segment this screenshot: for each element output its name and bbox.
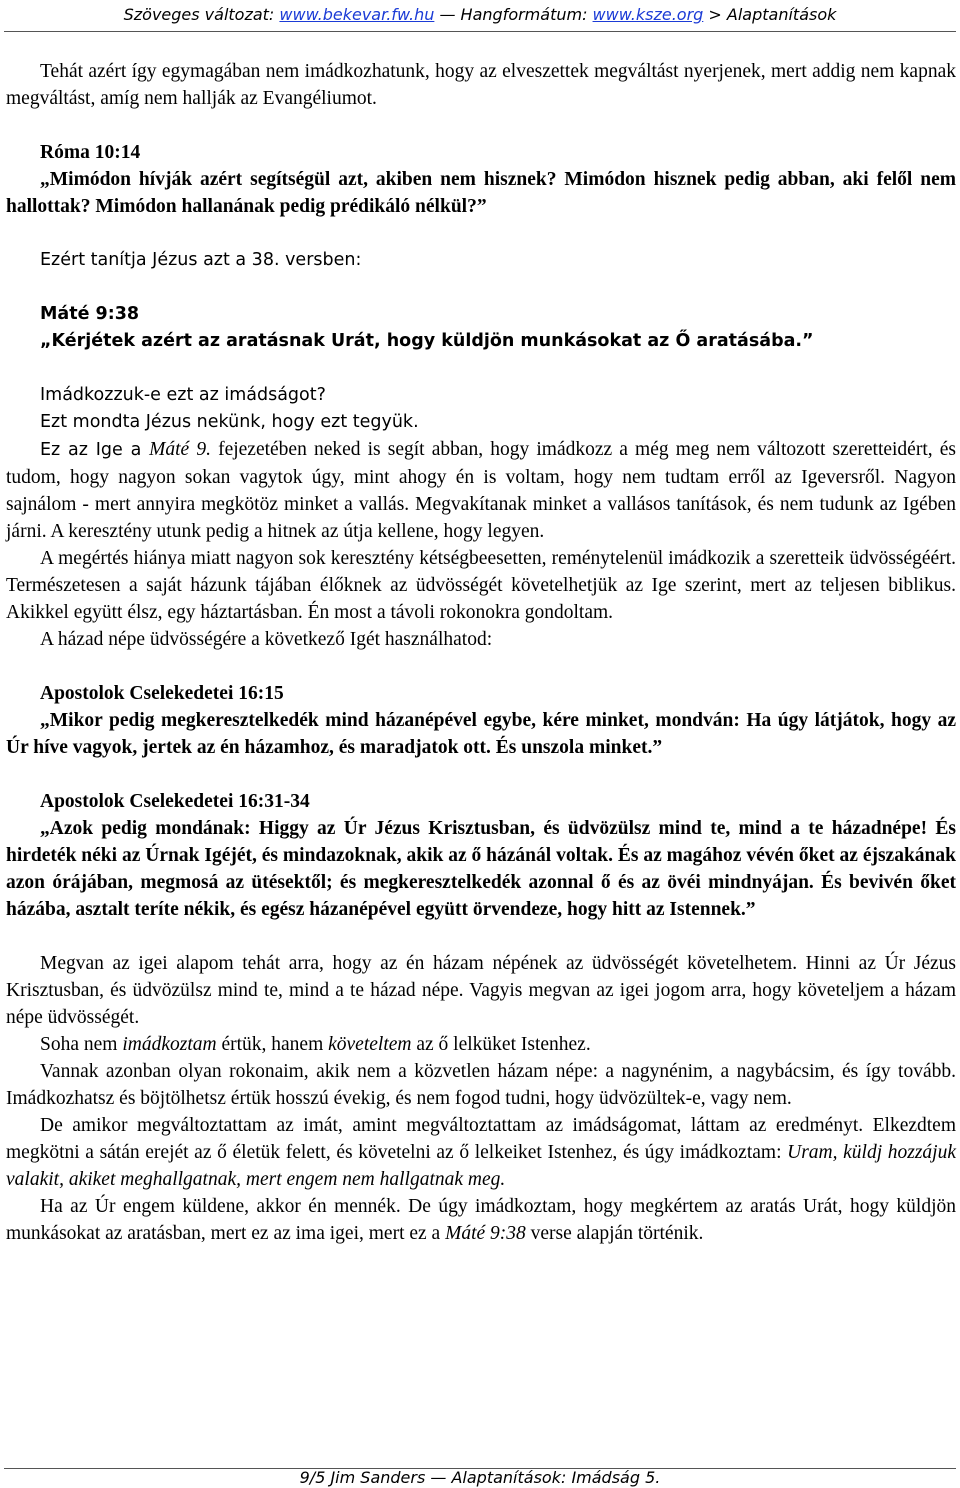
scripture-quote-1: „Mimódon hívják azért segítségül azt, akiben nem hisznek? Mimódon hisznek pedig abban, aki felől nem hallottak? Mimódon hallanának pedig prédikáló nélkül?” — [6, 169, 956, 217]
paragraph-11-start: De amikor megváltoztattam az imát, amint megváltoztattam az imádságomat, láttam az eredményt. Elkezdtem megkötni a sátán erejét az ő életük felett, és követelni az ő lelkeiket Istenhez, és úgy imádkoztam: — [6, 1115, 956, 1163]
paragraph-9-start: Soha nem — [40, 1034, 123, 1055]
scripture-quote-4: „Azok pedig mondának: Higgy az Úr Jézus Krisztusban, és üdvözülsz mind te, mind a te házadnépe! És hirdeték néki az Úrnak Igéjét, és mindazoknak, akik az ő házánál voltak. És az magához vévén őket az éjszakának azon órájában, megmosá az ütésektől; és megkeresztelkedék azonnal ő és az övéi mindnyájan. És bevivén őket házába, asztalt teríte nékik, és egész házanépével együtt örvendeze, hogy hitt az Istennek.” — [6, 818, 956, 920]
paragraph-11-prayer: Uram, küldj hozzájuk valakit, akiket meghallgatnak, mert engem nem hallgatnak meg. — [6, 1142, 956, 1190]
header-divider — [4, 31, 956, 32]
scripture-reference-1: Róma 10:14 — [40, 142, 141, 163]
paragraph-9-end: az ő lelküket Istenhez. — [411, 1034, 591, 1055]
scripture-reference-4: Apostolok Cselekedetei 16:31-34 — [40, 791, 310, 812]
paragraph-12-reference: Máté 9:38 — [445, 1223, 526, 1244]
paragraph-5 — [6, 436, 956, 545]
paragraph-6: A megértés hiánya miatt nagyon sok keresztény kétségbeesetten, reménytelenül imádkozik a szeretteik üdvösségéért. Természetesen a saját házunk tájában élőknek az üdvösségét követelhetjük az Ige szerint, mert az teljesen biblikus. Akikkel együtt élsz, egy háztartásban. Én most a távoli rokonokra gondoltam. — [6, 548, 956, 623]
paragraph-11 — [6, 1112, 956, 1193]
paragraph-9-emphasis-2: követeltem — [328, 1034, 412, 1055]
paragraph-7: A házad népe üdvösségére a következő Igét használhatod: — [40, 629, 493, 650]
paragraph-9 — [6, 1031, 956, 1058]
paragraph-5-reference: Máté 9. — [149, 439, 211, 460]
header-link-bekevar[interactable]: www.bekevar.fw.hu — [279, 5, 435, 24]
header-link-ksze[interactable]: www.ksze.org — [592, 5, 704, 24]
paragraph-3: Imádkozzuk-e ezt az imádságot? — [40, 385, 326, 405]
paragraph-9-emphasis-1: imádkoztam — [122, 1034, 217, 1055]
page-header — [0, 4, 960, 26]
scripture-quote-2: „Kérjétek azért az aratásnak Urát, hogy küldjön munkásokat az Ő aratásába.” — [40, 331, 814, 351]
header-separator: — Hangformátum: — [434, 5, 593, 24]
paragraph-8: Megvan az igei alapom tehát arra, hogy az én házam népének az üdvösségét követelhetem. Hinni az Úr Jézus Krisztusban, és üdvözülsz mind te, mind a te házad népe. Vagyis megvan az igei jogom arra, hogy követeljem a házam népe üdvösségét. — [6, 953, 956, 1028]
paragraph-1: Tehát azért így egymagában nem imádkozhatunk, hogy az elveszettek megváltást nyerjenek, mert addig nem kapnak megváltást, amíg nem hallják az Evangéliumot. — [6, 61, 956, 109]
paragraph-9-middle: értük, hanem — [216, 1034, 329, 1055]
paragraph-4: Ezt mondta Jézus nekünk, hogy ezt tegyük. — [40, 412, 419, 432]
paragraph-5-start: Ez az Ige a — [40, 440, 150, 460]
document-body — [6, 58, 956, 1247]
scripture-quote-3: „Mikor pedig megkeresztelkedék mind házanépével egybe, kére minket, mondván: Ha úgy látjátok, hogy az Úr híve vagyok, jertek az én házamhoz, és maradjatok ott. És unszola minket.” — [6, 710, 956, 758]
scripture-reference-3: Apostolok Cselekedetei 16:15 — [40, 683, 284, 704]
paragraph-5-rest: fejezetében neked is segít abban, hogy imádkozz a még meg nem változott szeretteidért, és tudom, hogy nagyon sokan vagytok úgy, mint ahogy én is voltam, hogy nem tudtam erről az Igeversről. Nagyon sajnálom - mert annyira megkötöz minket a vallás. Megvakítanak minket a vallásos tanítások, és nem tudunk az Igében járni. A keresztény utunk pedig a hitnek az útja kellene, hogy legyen. — [6, 439, 956, 542]
page-footer: 9/5 Jim Sanders — Alaptanítások: Imádság 5. — [299, 1468, 661, 1487]
paragraph-12-start: Ha az Úr engem küldene, akkor én mennék. De úgy imádkoztam, hogy megkértem az aratás Urát, hogy küldjön munkásokat az aratásban, mert ez az ima igei, mert ez a — [6, 1196, 956, 1244]
header-text-label: Szöveges változat: — [123, 5, 280, 24]
header-breadcrumb: > Alaptanítások — [703, 5, 837, 24]
paragraph-12-end: verse alapján történik. — [525, 1223, 704, 1244]
scripture-reference-2: Máté 9:38 — [40, 304, 140, 324]
paragraph-12 — [6, 1193, 956, 1247]
paragraph-10: Vannak azonban olyan rokonaim, akik nem a közvetlen házam népe: a nagynénim, a nagybácsim, és így tovább. Imádkozhatsz és böjtölhetsz értük hosszú évekig, és nem fogod tudni, hogy üdvözültek-e, vagy nem. — [6, 1061, 956, 1109]
paragraph-2: Ezért tanítja Jézus azt a 38. versben: — [40, 250, 362, 270]
